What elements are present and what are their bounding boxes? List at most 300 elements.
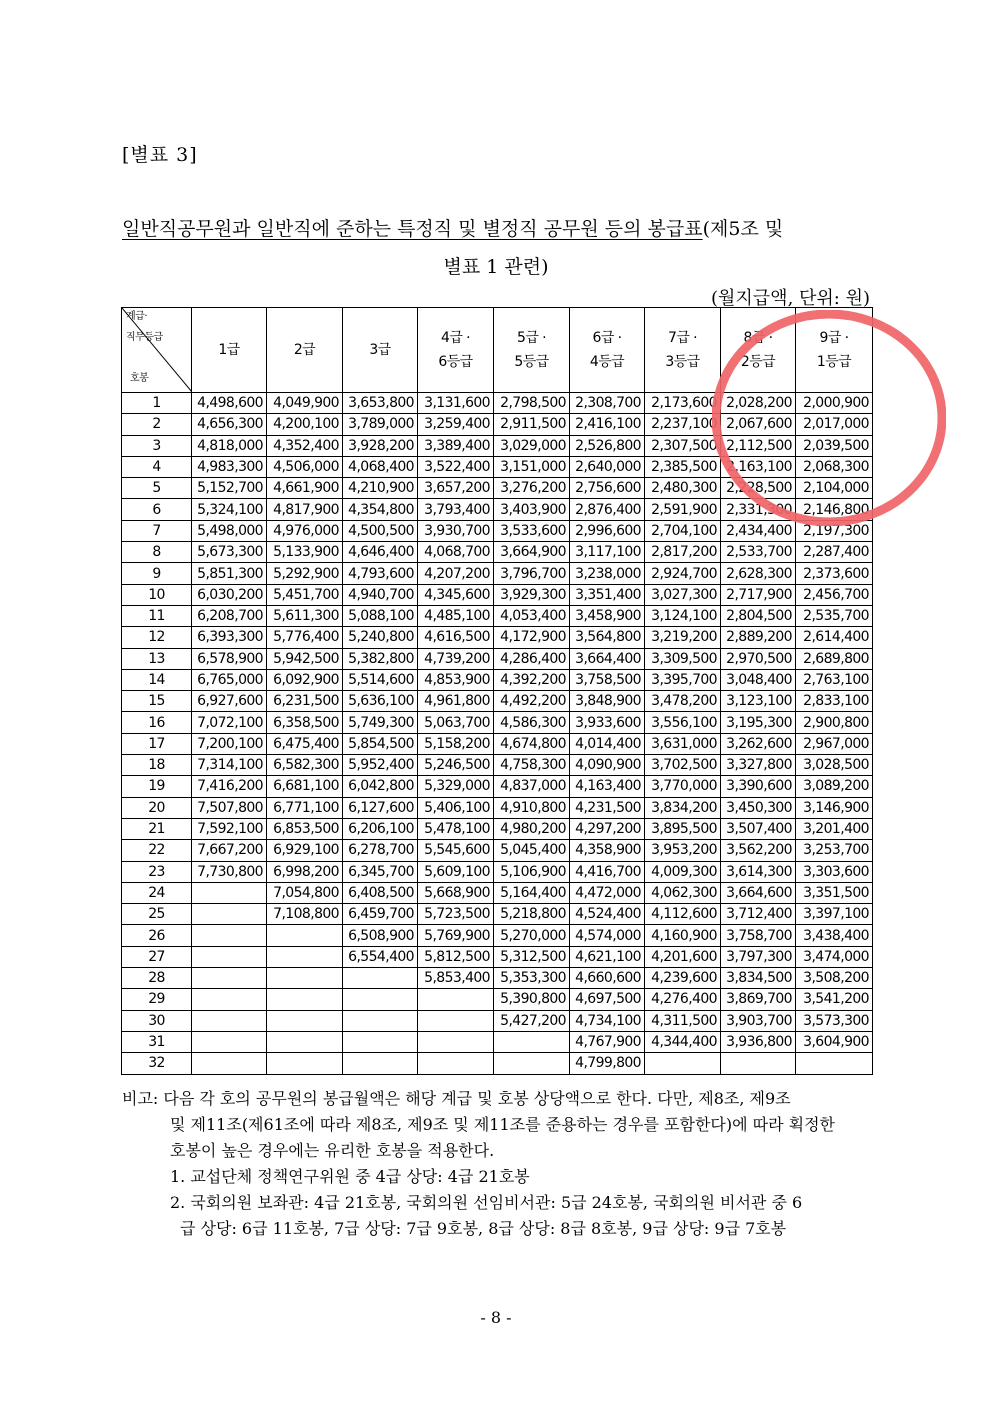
- salary-cell: [343, 968, 418, 989]
- table-row: [122, 840, 873, 861]
- salary-cell: 3,219,200: [645, 627, 721, 648]
- step-cell: 1: [122, 393, 192, 414]
- salary-cell: 3,262,600: [721, 733, 796, 754]
- table-row: [122, 733, 873, 754]
- step-cell: 23: [122, 861, 192, 882]
- corner-header: [122, 308, 192, 393]
- salary-cell: [267, 946, 343, 967]
- salary-cell: 5,514,600: [343, 669, 418, 690]
- table-row: [122, 861, 873, 882]
- salary-cell: 3,522,400: [418, 456, 494, 477]
- salary-cell: 2,434,400: [721, 520, 796, 541]
- salary-cell: 4,674,800: [494, 733, 570, 754]
- salary-cell: 4,853,900: [418, 669, 494, 690]
- salary-cell: 5,164,400: [494, 882, 570, 903]
- salary-cell: 3,533,600: [494, 520, 570, 541]
- salary-cell: 5,611,300: [267, 605, 343, 626]
- salary-cell: 2,373,600: [796, 563, 873, 584]
- salary-cell: [645, 1053, 721, 1074]
- salary-cell: 5,329,000: [418, 776, 494, 797]
- header-row: [122, 308, 873, 393]
- salary-cell: 2,833,100: [796, 691, 873, 712]
- salary-cell: 3,395,700: [645, 669, 721, 690]
- salary-cell: 4,354,800: [343, 499, 418, 520]
- salary-cell: 3,276,200: [494, 478, 570, 499]
- salary-cell: 2,911,500: [494, 414, 570, 435]
- salary-cell: 5,478,100: [418, 818, 494, 839]
- salary-cell: 3,953,200: [645, 840, 721, 861]
- salary-cell: 5,324,100: [192, 499, 267, 520]
- salary-cell: 2,756,600: [570, 478, 645, 499]
- table-row: [122, 605, 873, 626]
- salary-cell: 2,287,400: [796, 542, 873, 563]
- salary-cell: 2,900,800: [796, 712, 873, 733]
- unit-note: (월지급액, 단위: 원): [711, 288, 870, 309]
- salary-cell: 3,390,600: [721, 776, 796, 797]
- step-cell: 21: [122, 818, 192, 839]
- salary-cell: [192, 882, 267, 903]
- salary-cell: [418, 1010, 494, 1031]
- salary-cell: 4,980,200: [494, 818, 570, 839]
- note-item-2-cont: 급 상당: 6급 11호봉, 7급 상당: 7급 9호봉, 8급 상당: 8급 8호봉, 9급 상당: 9급 7호봉: [180, 1219, 787, 1238]
- page-number: - 8 -: [480, 1308, 512, 1327]
- salary-cell: [343, 1053, 418, 1074]
- table-row: [122, 542, 873, 563]
- salary-cell: 2,416,100: [570, 414, 645, 435]
- step-cell: 27: [122, 946, 192, 967]
- salary-cell: 5,292,900: [267, 563, 343, 584]
- table-row: [122, 499, 873, 520]
- table-row: [122, 925, 873, 946]
- salary-cell: 5,854,500: [343, 733, 418, 754]
- note-item-2: 2. 국회의원 보좌관: 4급 21호봉, 국회의원 선임비서관: 5급 24호봉, 국회의원 비서관 중 6: [170, 1193, 803, 1212]
- header-cell: 2급: [267, 308, 343, 393]
- salary-cell: 2,717,900: [721, 584, 796, 605]
- salary-cell: 2,640,000: [570, 456, 645, 477]
- salary-cell: 4,172,900: [494, 627, 570, 648]
- notes-section: [122, 1086, 872, 1242]
- salary-cell: 4,485,100: [418, 605, 494, 626]
- table-row: [122, 818, 873, 839]
- salary-cell: 4,646,400: [343, 542, 418, 563]
- salary-cell: 6,929,100: [267, 840, 343, 861]
- salary-cell: 3,562,200: [721, 840, 796, 861]
- salary-cell: 2,535,700: [796, 605, 873, 626]
- salary-cell: 5,668,900: [418, 882, 494, 903]
- salary-cell: 5,353,300: [494, 968, 570, 989]
- salary-cell: 3,541,200: [796, 989, 873, 1010]
- salary-cell: 6,345,700: [343, 861, 418, 882]
- salary-cell: 2,228,500: [721, 478, 796, 499]
- salary-cell: 6,771,100: [267, 797, 343, 818]
- salary-cell: 6,231,500: [267, 691, 343, 712]
- salary-cell: 5,106,900: [494, 861, 570, 882]
- salary-cell: 3,458,900: [570, 605, 645, 626]
- table-row: [122, 1031, 873, 1052]
- table-row: [122, 989, 873, 1010]
- salary-cell: 4,090,900: [570, 755, 645, 776]
- salary-cell: 2,173,600: [645, 393, 721, 414]
- step-cell: 4: [122, 456, 192, 477]
- salary-cell: 2,104,000: [796, 478, 873, 499]
- salary-cell: 4,616,500: [418, 627, 494, 648]
- salary-cell: 4,837,000: [494, 776, 570, 797]
- step-cell: 18: [122, 755, 192, 776]
- salary-cell: 7,730,800: [192, 861, 267, 882]
- header-cell: 8급 · 2등급: [721, 308, 796, 393]
- step-cell: 16: [122, 712, 192, 733]
- salary-cell: 3,238,000: [570, 563, 645, 584]
- header-cell: 5급 · 5등급: [494, 308, 570, 393]
- salary-cell: 2,614,400: [796, 627, 873, 648]
- salary-cell: 3,048,400: [721, 669, 796, 690]
- salary-cell: 4,656,300: [192, 414, 267, 435]
- table-row: [122, 946, 873, 967]
- salary-cell: 6,393,300: [192, 627, 267, 648]
- salary-cell: 4,392,200: [494, 669, 570, 690]
- salary-cell: 6,042,800: [343, 776, 418, 797]
- salary-cell: 6,578,900: [192, 648, 267, 669]
- salary-cell: [192, 1010, 267, 1031]
- salary-cell: 3,195,300: [721, 712, 796, 733]
- salary-cell: 7,072,100: [192, 712, 267, 733]
- salary-cell: 4,062,300: [645, 882, 721, 903]
- salary-cell: 3,450,300: [721, 797, 796, 818]
- salary-cell: 2,876,400: [570, 499, 645, 520]
- salary-cell: [192, 904, 267, 925]
- salary-cell: 3,758,500: [570, 669, 645, 690]
- table-row: [122, 904, 873, 925]
- salary-cell: 3,027,300: [645, 584, 721, 605]
- salary-cell: [343, 1031, 418, 1052]
- corner-label-grade: 계급·: [126, 311, 147, 322]
- salary-cell: 5,451,700: [267, 584, 343, 605]
- salary-cell: [721, 1053, 796, 1074]
- salary-cell: 6,459,700: [343, 904, 418, 925]
- step-cell: 25: [122, 904, 192, 925]
- step-cell: 28: [122, 968, 192, 989]
- salary-cell: 5,769,900: [418, 925, 494, 946]
- table-row: [122, 648, 873, 669]
- salary-cell: [267, 968, 343, 989]
- salary-cell: 3,028,500: [796, 755, 873, 776]
- corner-label-duty: 직무등급: [126, 332, 163, 343]
- salary-cell: 7,667,200: [192, 840, 267, 861]
- salary-cell: 4,112,600: [645, 904, 721, 925]
- salary-cell: 3,758,700: [721, 925, 796, 946]
- salary-cell: 7,108,800: [267, 904, 343, 925]
- salary-cell: 2,970,500: [721, 648, 796, 669]
- salary-cell: 2,163,100: [721, 456, 796, 477]
- step-cell: 3: [122, 435, 192, 456]
- salary-cell: 6,927,600: [192, 691, 267, 712]
- salary-cell: 4,621,100: [570, 946, 645, 967]
- salary-cell: 3,556,100: [645, 712, 721, 733]
- salary-cell: [267, 1053, 343, 1074]
- salary-cell: 4,345,600: [418, 584, 494, 605]
- salary-cell: 4,910,800: [494, 797, 570, 818]
- step-cell: 5: [122, 478, 192, 499]
- salary-cell: 6,408,500: [343, 882, 418, 903]
- salary-cell: 4,524,400: [570, 904, 645, 925]
- salary-cell: [192, 989, 267, 1010]
- salary-cell: 5,382,800: [343, 648, 418, 669]
- salary-cell: 5,152,700: [192, 478, 267, 499]
- step-cell: 13: [122, 648, 192, 669]
- annex-label: [별표 3]: [122, 144, 198, 166]
- note-line-2: 및 제11조(제61조에 따라 제8조, 제9조 및 제11조를 준용하는 경우를 포함한다)에 따라 획정한: [170, 1115, 836, 1134]
- title-line2: 별표 1 관련): [443, 256, 549, 278]
- salary-cell: 5,723,500: [418, 904, 494, 925]
- salary-cell: 6,998,200: [267, 861, 343, 882]
- salary-cell: 4,661,900: [267, 478, 343, 499]
- salary-cell: 2,197,300: [796, 520, 873, 541]
- salary-cell: 6,582,300: [267, 755, 343, 776]
- salary-cell: 4,276,400: [645, 989, 721, 1010]
- salary-cell: [267, 1031, 343, 1052]
- salary-cell: 2,996,600: [570, 520, 645, 541]
- salary-cell: 4,660,600: [570, 968, 645, 989]
- salary-cell: 4,416,700: [570, 861, 645, 882]
- salary-cell: 2,817,200: [645, 542, 721, 563]
- salary-cell: 2,480,300: [645, 478, 721, 499]
- salary-cell: 4,311,500: [645, 1010, 721, 1031]
- salary-cell: 3,351,500: [796, 882, 873, 903]
- step-cell: 29: [122, 989, 192, 1010]
- salary-cell: 4,940,700: [343, 584, 418, 605]
- step-cell: 24: [122, 882, 192, 903]
- salary-cell: 2,526,800: [570, 435, 645, 456]
- salary-cell: 3,834,500: [721, 968, 796, 989]
- table-row: [122, 968, 873, 989]
- salary-cell: 4,297,200: [570, 818, 645, 839]
- salary-cell: 3,253,700: [796, 840, 873, 861]
- table-row: [122, 563, 873, 584]
- salary-cell: 7,200,100: [192, 733, 267, 754]
- salary-cell: [192, 946, 267, 967]
- table-row: [122, 691, 873, 712]
- salary-cell: 4,207,200: [418, 563, 494, 584]
- salary-cell: [343, 1010, 418, 1031]
- salary-cell: 4,697,500: [570, 989, 645, 1010]
- salary-cell: 4,739,200: [418, 648, 494, 669]
- salary-cell: 5,609,100: [418, 861, 494, 882]
- salary-cell: 3,123,100: [721, 691, 796, 712]
- note-line-1: 비고: 다음 각 호의 공무원의 봉급월액은 해당 계급 및 호봉 상당액으로 한다. 다만, 제8조, 제9조: [122, 1089, 791, 1108]
- salary-cell: 4,068,400: [343, 456, 418, 477]
- salary-cell: 4,574,000: [570, 925, 645, 946]
- salary-cell: 5,812,500: [418, 946, 494, 967]
- step-cell: 2: [122, 414, 192, 435]
- salary-cell: 2,000,900: [796, 393, 873, 414]
- title-main: 일반직공무원과 일반직에 준하는 특정직 및 별정직 공무원 등의 봉급표: [122, 218, 703, 240]
- salary-cell: 5,673,300: [192, 542, 267, 563]
- table-row: [122, 627, 873, 648]
- header-cell: 4급 · 6등급: [418, 308, 494, 393]
- salary-cell: 6,358,500: [267, 712, 343, 733]
- salary-cell: 7,592,100: [192, 818, 267, 839]
- salary-cell: 6,092,900: [267, 669, 343, 690]
- salary-cell: 5,045,400: [494, 840, 570, 861]
- salary-cell: 6,508,900: [343, 925, 418, 946]
- salary-cell: 2,331,300: [721, 499, 796, 520]
- salary-cell: 3,508,200: [796, 968, 873, 989]
- salary-cell: 5,312,500: [494, 946, 570, 967]
- step-cell: 6: [122, 499, 192, 520]
- salary-cell: 5,390,800: [494, 989, 570, 1010]
- salary-cell: 4,049,900: [267, 393, 343, 414]
- salary-cell: 2,689,800: [796, 648, 873, 669]
- salary-cell: 2,307,500: [645, 435, 721, 456]
- step-cell: 9: [122, 563, 192, 584]
- salary-cell: 2,628,300: [721, 563, 796, 584]
- salary-cell: 7,416,200: [192, 776, 267, 797]
- salary-cell: 3,573,300: [796, 1010, 873, 1031]
- salary-cell: [796, 1053, 873, 1074]
- salary-cell: 3,848,900: [570, 691, 645, 712]
- salary-cell: 3,664,900: [494, 542, 570, 563]
- salary-cell: 4,201,600: [645, 946, 721, 967]
- salary-cell: 4,009,300: [645, 861, 721, 882]
- salary-cell: 3,201,400: [796, 818, 873, 839]
- step-cell: 8: [122, 542, 192, 563]
- salary-cell: 4,352,400: [267, 435, 343, 456]
- salary-cell: 2,112,500: [721, 435, 796, 456]
- salary-cell: 3,351,400: [570, 584, 645, 605]
- salary-cell: 3,327,800: [721, 755, 796, 776]
- salary-cell: 4,492,200: [494, 691, 570, 712]
- salary-cell: [343, 989, 418, 1010]
- salary-cell: 7,314,100: [192, 755, 267, 776]
- salary-cell: 3,029,000: [494, 435, 570, 456]
- step-cell: 14: [122, 669, 192, 690]
- step-cell: 30: [122, 1010, 192, 1031]
- salary-cell: 2,146,800: [796, 499, 873, 520]
- salary-cell: 3,403,900: [494, 499, 570, 520]
- salary-cell: 3,474,000: [796, 946, 873, 967]
- salary-cell: 4,506,000: [267, 456, 343, 477]
- salary-cell: 5,853,400: [418, 968, 494, 989]
- salary-table: [121, 307, 873, 1075]
- table-row: [122, 669, 873, 690]
- table-row: [122, 882, 873, 903]
- salary-cell: 3,657,200: [418, 478, 494, 499]
- salary-cell: 2,067,600: [721, 414, 796, 435]
- salary-cell: 3,397,100: [796, 904, 873, 925]
- salary-cell: 3,796,700: [494, 563, 570, 584]
- salary-cell: 6,475,400: [267, 733, 343, 754]
- salary-cell: 4,961,800: [418, 691, 494, 712]
- salary-cell: 2,924,700: [645, 563, 721, 584]
- document-title: [122, 210, 870, 286]
- salary-cell: 4,976,000: [267, 520, 343, 541]
- table-row: [122, 712, 873, 733]
- table-row: [122, 1053, 873, 1074]
- header-cell: 7급 · 3등급: [645, 308, 721, 393]
- salary-cell: 5,952,400: [343, 755, 418, 776]
- salary-cell: 4,983,300: [192, 456, 267, 477]
- title-tail: (제5조 및: [702, 218, 784, 240]
- salary-cell: 2,068,300: [796, 456, 873, 477]
- salary-cell: 5,776,400: [267, 627, 343, 648]
- salary-cell: 4,210,900: [343, 478, 418, 499]
- step-cell: 15: [122, 691, 192, 712]
- salary-cell: 5,246,500: [418, 755, 494, 776]
- salary-cell: [267, 925, 343, 946]
- table-row: [122, 393, 873, 414]
- salary-cell: 2,039,500: [796, 435, 873, 456]
- salary-cell: 2,533,700: [721, 542, 796, 563]
- salary-cell: 3,478,200: [645, 691, 721, 712]
- table-row: [122, 435, 873, 456]
- salary-cell: 4,014,400: [570, 733, 645, 754]
- salary-cell: 3,564,800: [570, 627, 645, 648]
- salary-cell: 4,758,300: [494, 755, 570, 776]
- salary-cell: 3,438,400: [796, 925, 873, 946]
- step-cell: 7: [122, 520, 192, 541]
- salary-cell: 4,793,600: [343, 563, 418, 584]
- salary-cell: 4,068,700: [418, 542, 494, 563]
- salary-cell: 3,309,500: [645, 648, 721, 669]
- salary-cell: 3,933,600: [570, 712, 645, 733]
- step-cell: 17: [122, 733, 192, 754]
- table-row: [122, 414, 873, 435]
- salary-cell: 2,385,500: [645, 456, 721, 477]
- salary-cell: 3,797,300: [721, 946, 796, 967]
- salary-cell: 4,358,900: [570, 840, 645, 861]
- salary-cell: [418, 989, 494, 1010]
- salary-cell: 4,163,400: [570, 776, 645, 797]
- salary-cell: 5,406,100: [418, 797, 494, 818]
- salary-cell: [192, 968, 267, 989]
- salary-cell: 5,498,000: [192, 520, 267, 541]
- salary-cell: 3,664,600: [721, 882, 796, 903]
- salary-cell: 4,286,400: [494, 648, 570, 669]
- salary-cell: 2,704,100: [645, 520, 721, 541]
- salary-cell: 3,604,900: [796, 1031, 873, 1052]
- salary-cell: 6,208,700: [192, 605, 267, 626]
- salary-cell: 3,895,500: [645, 818, 721, 839]
- salary-cell: 5,942,500: [267, 648, 343, 669]
- salary-cell: 7,507,800: [192, 797, 267, 818]
- salary-cell: [494, 1053, 570, 1074]
- table-row: [122, 456, 873, 477]
- salary-cell: 3,146,900: [796, 797, 873, 818]
- salary-cell: [192, 1031, 267, 1052]
- salary-cell: 6,127,600: [343, 797, 418, 818]
- corner-label-step: 호봉: [130, 373, 149, 384]
- salary-cell: 4,472,000: [570, 882, 645, 903]
- note-item-1: 1. 교섭단체 정책연구위원 중 4급 상당: 4급 21호봉: [170, 1167, 530, 1186]
- salary-cell: 6,765,000: [192, 669, 267, 690]
- salary-cell: 5,240,800: [343, 627, 418, 648]
- salary-cell: 6,681,100: [267, 776, 343, 797]
- salary-cell: 3,770,000: [645, 776, 721, 797]
- table-row: [122, 478, 873, 499]
- salary-cell: 6,853,500: [267, 818, 343, 839]
- salary-cell: 3,929,300: [494, 584, 570, 605]
- header-cell: 1급: [192, 308, 267, 393]
- salary-cell: [267, 1010, 343, 1031]
- salary-cell: 5,545,600: [418, 840, 494, 861]
- table-row: [122, 776, 873, 797]
- salary-cell: 4,498,600: [192, 393, 267, 414]
- table-row: [122, 584, 873, 605]
- header-cell: 9급 · 1등급: [796, 308, 873, 393]
- salary-cell: 5,158,200: [418, 733, 494, 754]
- salary-cell: 6,206,100: [343, 818, 418, 839]
- salary-cell: 5,851,300: [192, 563, 267, 584]
